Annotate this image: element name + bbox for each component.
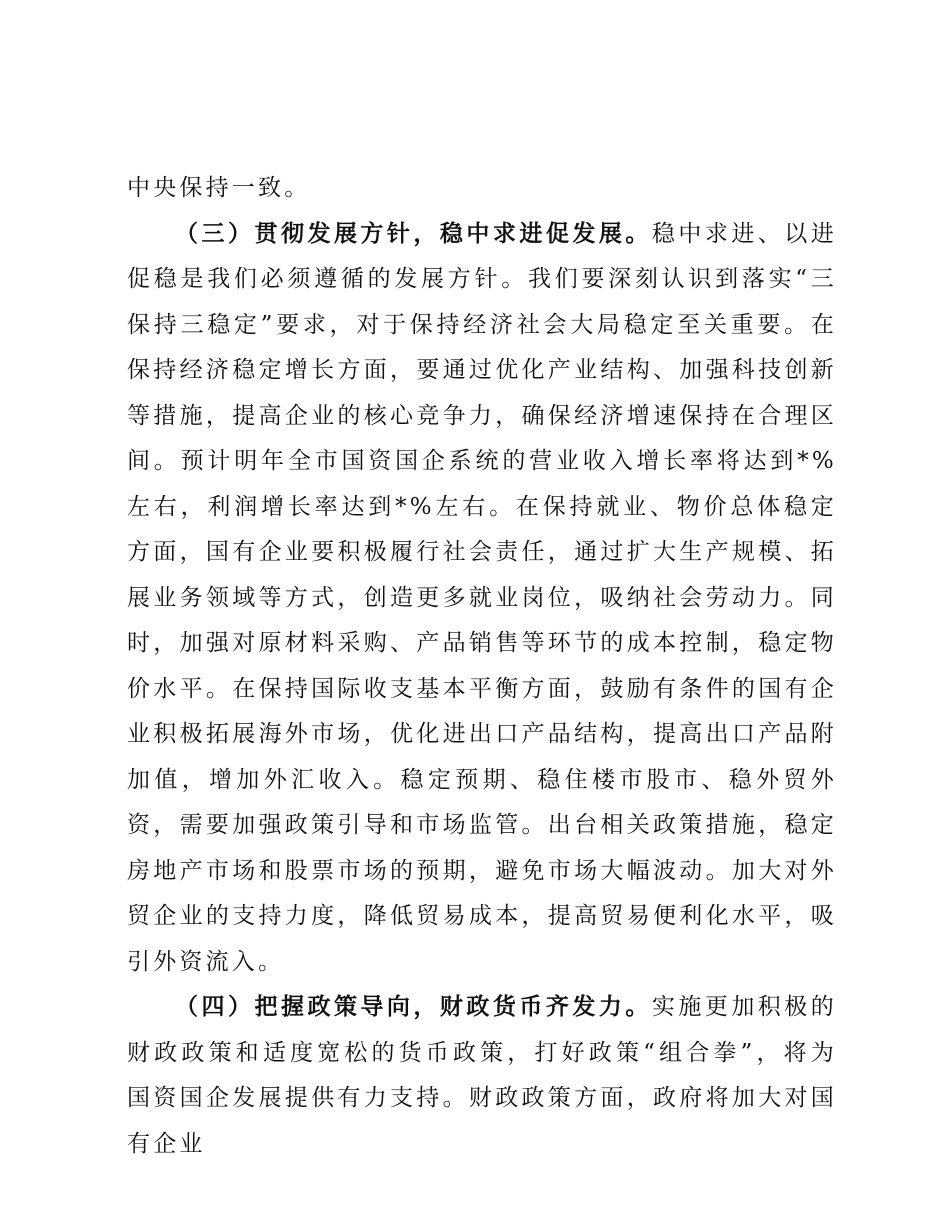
paragraph-continuation [127,166,837,212]
section-heading: （四）把握政策导向，财政货币齐发力。 [175,994,652,1020]
paragraph-text: 中央保持一致。 [127,175,311,201]
paragraph-section-three [127,212,837,986]
paragraph-section-four [127,985,837,1167]
paragraph-text: 实施更加积极的财政政策和适度宽松的货币政策，打好政策“组合拳”，将为国资国企发展提供有力支持。财政政策方面，政府将加大对国有企业 [127,994,837,1157]
section-heading: （三）贯彻发展方针，稳中求进促发展。 [175,220,652,247]
paragraph-text: 稳中求进、以进促稳是我们必须遵循的发展方针。我们要深刻认识到落实“三保持三稳定”要求，对于保持经济社会大局稳定至关重要。在保持经济稳定增长方面，要通过优化产业结构、加强科技创新等措施，提高企业的核心竞争力，确保经济增速保持在合理区间。预计明年全市国资国企系统的营业收入增长率将达到*%左右，利润增长率达到*%左右。在保持就业、物价总体稳定方面，国有企业要积极履行社会责任，通过扩大生产规模、拓展业务领域等方式，创造更多就业岗位，吸纳社会劳动力。同时，加强对原材料采购、产品销售等环节的成本控制，稳定物价水平。在保持国际收支基本平衡方面，鼓励有条件的国有企业积极拓展海外市场，优化进出口产品结构，提高出口产品附加值，增加外汇收入。稳定预期、稳住楼市股市、稳外贸外资，需要加强政策引导和市场监管。出台相关政策措施，稳定房地产市场和股票市场的预期，避免市场大幅波动。加大对外贸企业的支持力度，降低贸易成本，提高贸易便利化水平，吸引外资流入。 [127,220,837,975]
document-body [127,166,837,1167]
